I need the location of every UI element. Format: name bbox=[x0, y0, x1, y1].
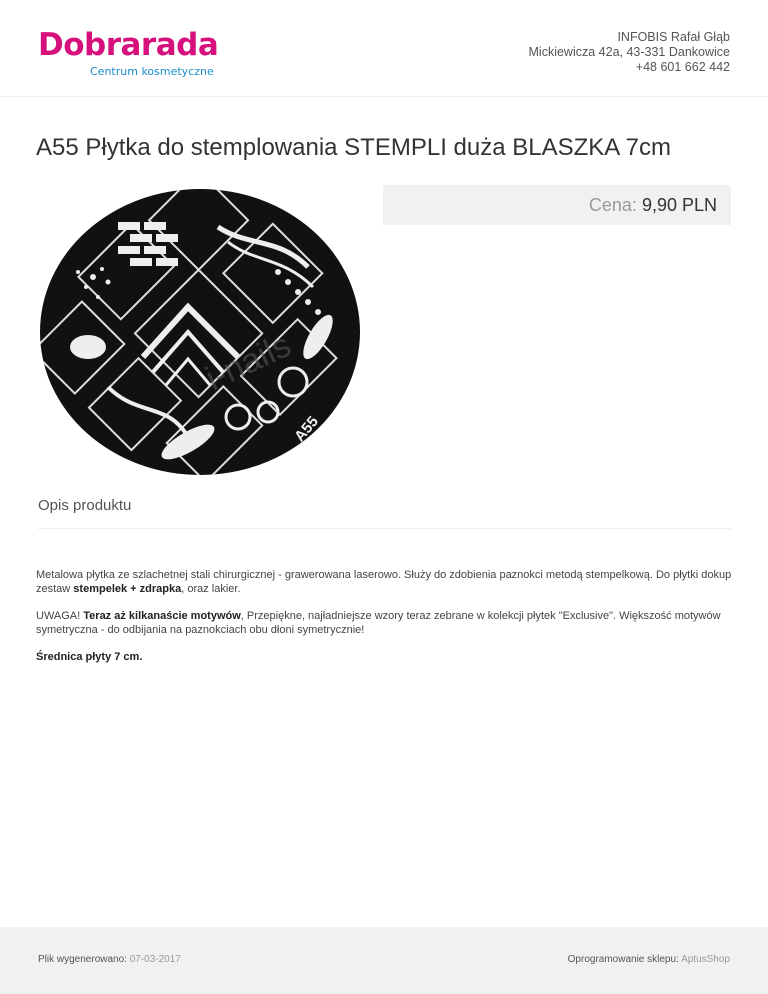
product-description bbox=[36, 569, 736, 679]
logo-wordmark: Dobrarada bbox=[38, 27, 219, 63]
product-image bbox=[38, 187, 362, 477]
price-label: Cena: bbox=[588, 195, 637, 215]
description-bold-text: Średnica płyty 7 cm. bbox=[36, 651, 143, 663]
section-divider bbox=[38, 528, 731, 529]
software-link[interactable]: AptusShop bbox=[681, 954, 730, 965]
company-name: INFOBIS Rafał Głąb bbox=[617, 30, 730, 44]
logo-tagline: Centrum kosmetyczne bbox=[90, 65, 214, 78]
software-info bbox=[568, 954, 730, 965]
page-header bbox=[0, 0, 768, 97]
description-paragraph bbox=[36, 569, 736, 596]
description-text: , oraz lakier. bbox=[181, 582, 241, 595]
company-phone: +48 601 662 442 bbox=[635, 60, 730, 74]
generated-date: 07-03-2017 bbox=[129, 954, 181, 965]
generated-info bbox=[38, 954, 181, 965]
description-paragraph bbox=[36, 610, 736, 637]
section-title-description: Opis produktu bbox=[38, 497, 132, 514]
company-address: Mickiewicza 42a, 43-331 Dankowice bbox=[528, 45, 730, 59]
page-footer bbox=[0, 927, 768, 994]
generated-label: Plik wygenerowano: bbox=[38, 954, 127, 965]
image-code: A55 bbox=[291, 413, 322, 446]
product-title: A55 Płytka do stemplowania STEMPLI duża BLASZKA 7cm bbox=[36, 134, 671, 161]
description-text: Metalowa płytka ze szlachetnej stali chirurgicznej - grawerowana laserowo. Służy do zdobienia paznokci metodą stempelkową. Do płytki dokup zestaw bbox=[36, 569, 732, 595]
description-bold-text: stempelek + zdrapka bbox=[73, 582, 182, 595]
software-label: Oprogramowanie sklepu: bbox=[567, 954, 679, 965]
description-bold-text: Teraz aż kilkanaście motywów bbox=[83, 610, 241, 622]
description-text: , Przepiękne, najładniejsze wzory teraz zebrane w kolekcji płytek "Exclusive". Większość motywów symetryczna - do odbijania na paznokciach obu dłoni symetrycznie! bbox=[36, 610, 721, 636]
image-watermark: i-nails bbox=[200, 326, 297, 399]
description-text: UWAGA! bbox=[36, 610, 84, 622]
price-box bbox=[383, 185, 731, 225]
company-info bbox=[529, 30, 730, 75]
price-value: 9,90 PLN bbox=[641, 195, 717, 215]
description-paragraph bbox=[36, 651, 736, 665]
store-logo[interactable] bbox=[38, 27, 219, 78]
